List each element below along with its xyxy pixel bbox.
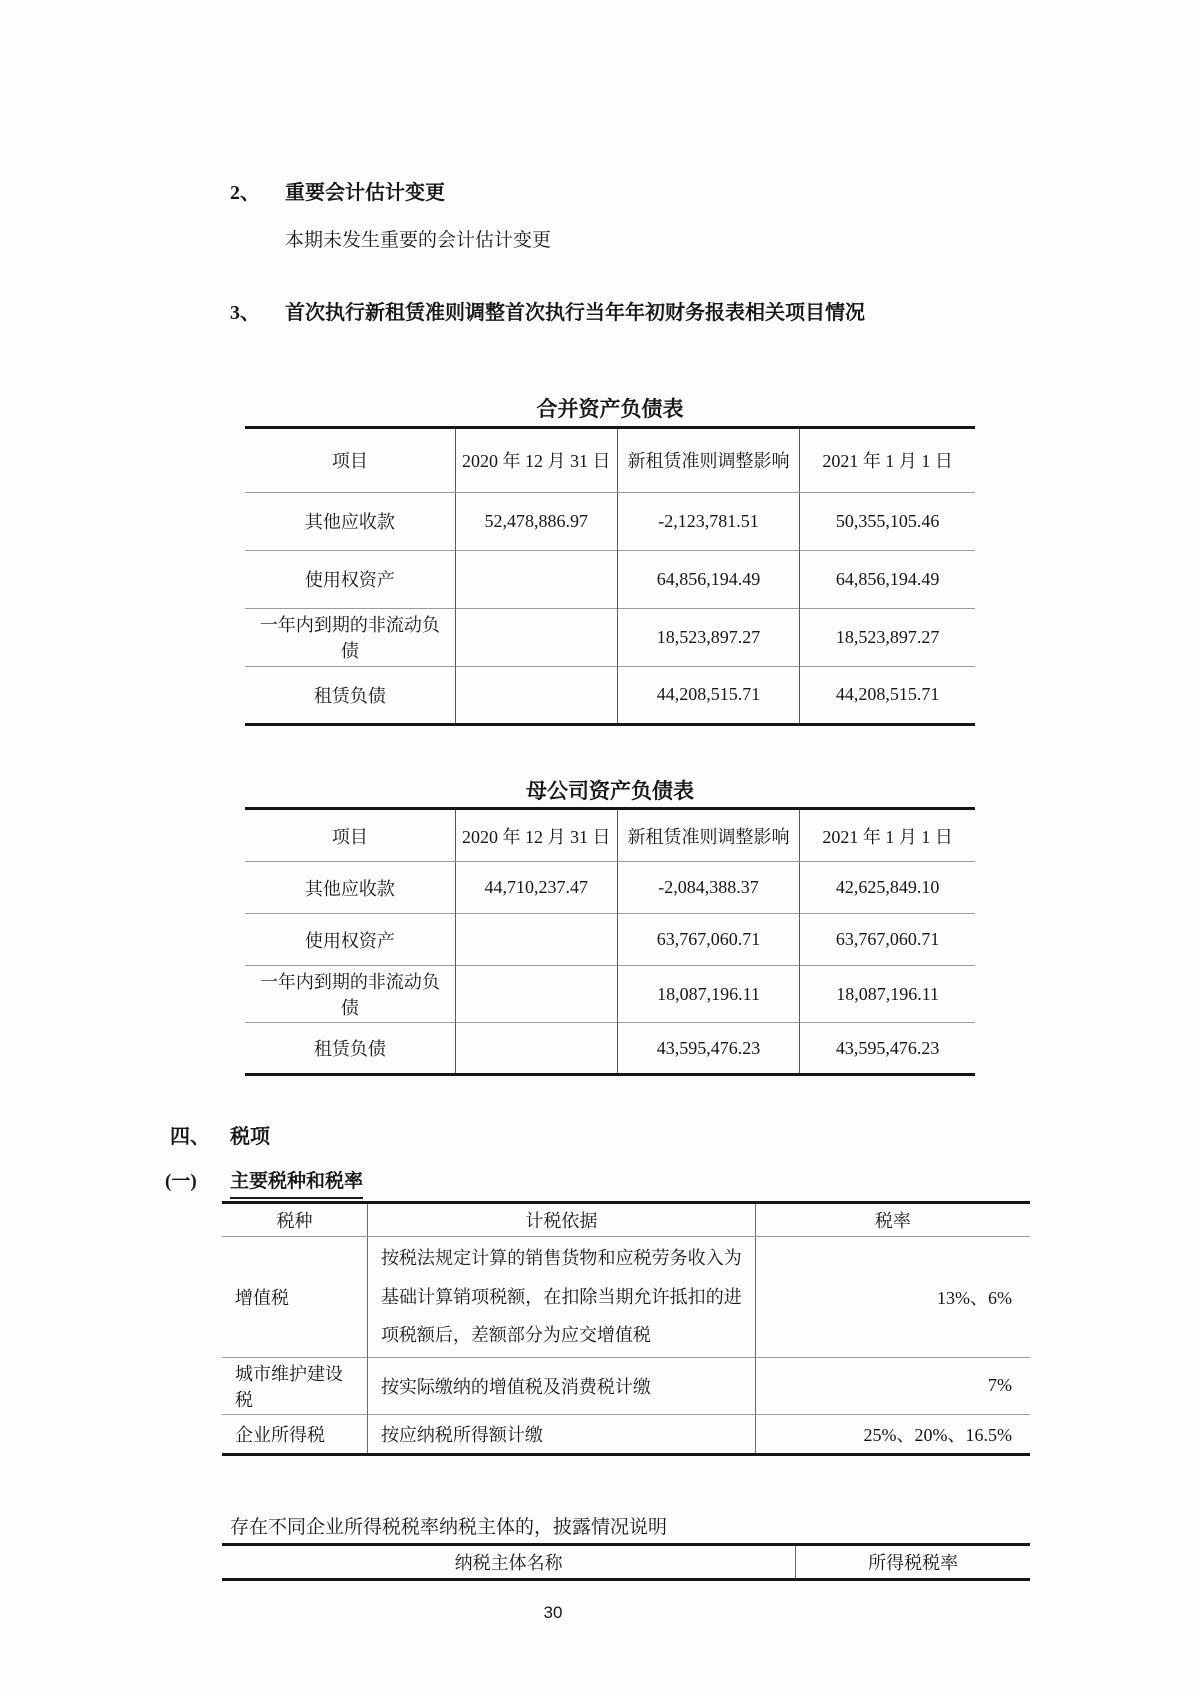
parent-balance-sheet-title: 母公司资产负债表 bbox=[526, 778, 694, 803]
amount-cell: 42,625,849.10 bbox=[800, 862, 975, 914]
main-tax-types-table bbox=[222, 1201, 1030, 1456]
table-row bbox=[245, 1023, 975, 1075]
page-number: 30 bbox=[543, 1602, 563, 1622]
amount-cell: 18,523,897.27 bbox=[800, 608, 975, 666]
amount-cell: 18,523,897.27 bbox=[617, 608, 800, 666]
column-header: 2021 年 1 月 1 日 bbox=[800, 809, 975, 862]
amount-cell bbox=[455, 914, 617, 966]
amount-cell bbox=[455, 550, 617, 608]
tax-rate-cell: 13%、6% bbox=[755, 1236, 1030, 1357]
column-header: 税种 bbox=[222, 1202, 367, 1236]
amount-cell: 44,208,515.71 bbox=[617, 666, 800, 724]
table-row bbox=[245, 492, 975, 550]
tax-basis-cell: 按实际缴纳的增值税及消费税计缴 bbox=[367, 1357, 755, 1414]
section-2-number: 2、 bbox=[230, 182, 260, 204]
section-4-title: 税项 bbox=[230, 1126, 270, 1149]
section-3-number: 3、 bbox=[230, 301, 260, 324]
taxpayer-entities-table bbox=[222, 1543, 1030, 1581]
column-header: 项目 bbox=[245, 427, 455, 492]
tax-kind-cell: 企业所得税 bbox=[222, 1414, 367, 1454]
section-2-heading bbox=[230, 180, 1200, 206]
tax-rate-cell: 25%、20%、16.5% bbox=[755, 1414, 1030, 1454]
amount-cell: 52,478,886.97 bbox=[455, 492, 617, 550]
row-label: 一年内到期的非流动负债 bbox=[245, 608, 455, 666]
table-row bbox=[222, 1414, 1030, 1454]
amount-cell: 50,355,105.46 bbox=[800, 492, 975, 550]
section-4-1-number: (一) bbox=[165, 1171, 197, 1193]
tax-kind-cell: 增值税 bbox=[235, 1287, 289, 1308]
consolidated-balance-sheet-title: 合并资产负债表 bbox=[536, 396, 684, 421]
column-header: 新租赁准则调整影响 bbox=[617, 427, 800, 492]
amount-cell: -2,123,781.51 bbox=[617, 492, 800, 550]
amount-cell: 43,595,476.23 bbox=[617, 1023, 800, 1075]
amount-cell: 44,208,515.71 bbox=[800, 666, 975, 724]
row-label: 使用权资产 bbox=[245, 914, 455, 966]
row-label: 租赁负债 bbox=[245, 1023, 455, 1075]
column-header: 2021 年 1 月 1 日 bbox=[800, 427, 975, 492]
column-header: 新租赁准则调整影响 bbox=[617, 809, 800, 862]
different-tax-rate-disclosure-note: 存在不同企业所得税税率纳税主体的，披露情况说明 bbox=[230, 1516, 668, 1538]
column-header: 2020 年 12 月 31 日 bbox=[455, 809, 617, 862]
section-3-heading bbox=[230, 300, 1200, 326]
section-4-number: 四、 bbox=[170, 1126, 210, 1149]
table-row bbox=[245, 550, 975, 608]
amount-cell bbox=[455, 966, 617, 1023]
table-header-row bbox=[245, 427, 975, 492]
table-header-row bbox=[222, 1544, 1030, 1579]
table-row bbox=[245, 862, 975, 914]
column-header: 2020 年 12 月 31 日 bbox=[455, 427, 617, 492]
row-label: 其他应收款 bbox=[304, 512, 395, 533]
amount-cell: 64,856,194.49 bbox=[800, 550, 975, 608]
table-header-row bbox=[222, 1202, 1030, 1236]
row-label: 其他应收款 bbox=[304, 878, 395, 899]
table-row bbox=[245, 966, 975, 1023]
amount-cell bbox=[455, 1023, 617, 1075]
column-header: 计税依据 bbox=[367, 1202, 755, 1236]
section-2-title: 重要会计估计变更 bbox=[285, 182, 445, 204]
section-3-title: 首次执行新租赁准则调整首次执行当年年初财务报表相关项目情况 bbox=[285, 301, 865, 324]
amount-cell: 18,087,196.11 bbox=[617, 966, 800, 1023]
tax-basis-cell: 按税法规定计算的销售货物和应税劳务收入为基础计算销项税额，在扣除当期允许抵扣的进项税额后，差额部分为应交增值税 bbox=[367, 1236, 755, 1357]
tax-basis-cell: 按应纳税所得额计缴 bbox=[367, 1414, 755, 1454]
row-label: 一年内到期的非流动负债 bbox=[245, 966, 455, 1023]
column-header: 纳税主体名称 bbox=[454, 1552, 563, 1573]
amount-cell: 64,856,194.49 bbox=[617, 550, 800, 608]
table-row bbox=[222, 1236, 1030, 1357]
amount-cell bbox=[455, 666, 617, 724]
column-header: 所得税税率 bbox=[796, 1544, 1030, 1579]
section-4-1-heading bbox=[165, 1170, 1200, 1199]
parent-balance-sheet-table bbox=[245, 807, 975, 1076]
table-row bbox=[245, 914, 975, 966]
section-4-heading bbox=[170, 1124, 1200, 1150]
amount-cell bbox=[455, 608, 617, 666]
table-header-row bbox=[245, 809, 975, 862]
column-header: 税率 bbox=[755, 1202, 1030, 1236]
amount-cell: 43,595,476.23 bbox=[800, 1023, 975, 1075]
amount-cell: 44,710,237.47 bbox=[455, 862, 617, 914]
column-header: 项目 bbox=[245, 809, 455, 862]
amount-cell: 18,087,196.11 bbox=[800, 966, 975, 1023]
consolidated-balance-sheet-table bbox=[245, 426, 975, 726]
tax-rate-cell: 7% bbox=[755, 1357, 1030, 1414]
amount-cell: 63,767,060.71 bbox=[800, 914, 975, 966]
table-row bbox=[245, 608, 975, 666]
section-4-1-title: 主要税种和税率 bbox=[230, 1170, 363, 1199]
section-2-body-text: 本期未发生重要的会计估计变更 bbox=[285, 230, 552, 251]
amount-cell: -2,084,388.37 bbox=[617, 862, 800, 914]
row-label: 租赁负债 bbox=[245, 666, 455, 724]
table-row bbox=[222, 1357, 1030, 1414]
table-row bbox=[245, 666, 975, 724]
amount-cell: 63,767,060.71 bbox=[617, 914, 800, 966]
row-label: 使用权资产 bbox=[245, 550, 455, 608]
tax-kind-cell: 城市维护建设税 bbox=[222, 1357, 367, 1414]
